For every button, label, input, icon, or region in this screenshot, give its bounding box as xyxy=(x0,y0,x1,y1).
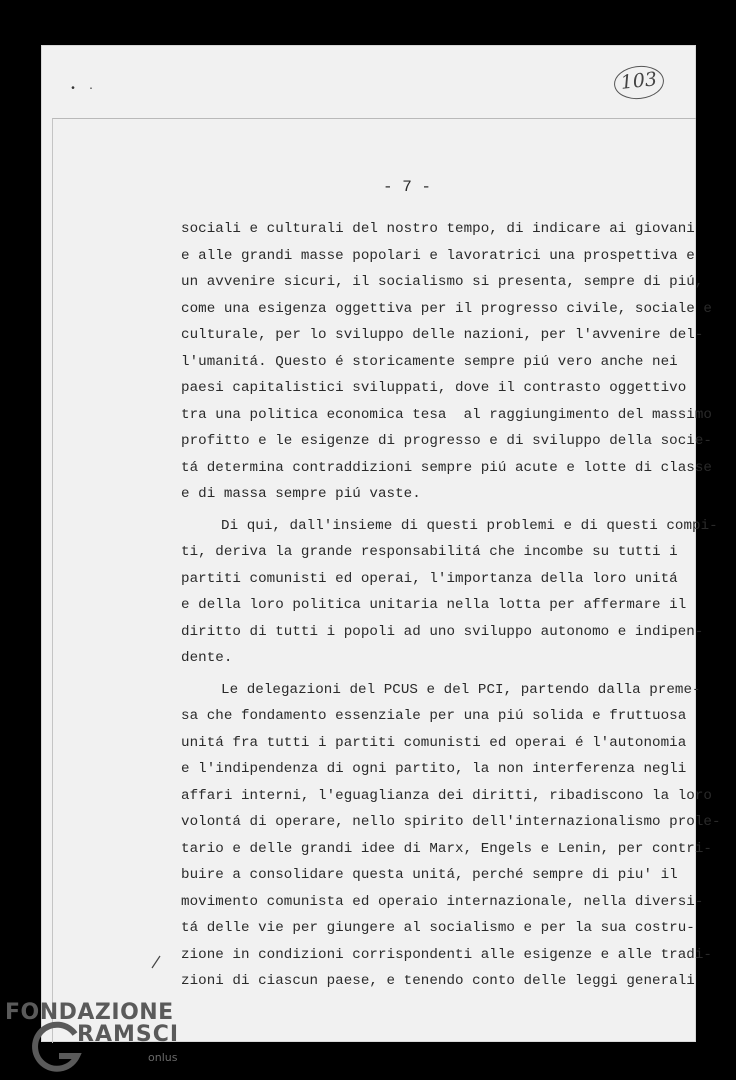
text-line: tra una politica economica tesa al raggiungimento del massimo xyxy=(181,406,712,423)
text-line: e della loro politica unitaria nella lotta per affermare il xyxy=(181,597,687,613)
archive-number: 103 xyxy=(619,68,659,94)
text-line: Di qui, dall'insieme di questi problemi e di questi compi- xyxy=(221,517,718,534)
watermark-line-2: RAMSCI xyxy=(77,1022,180,1047)
text-line: paesi capitalistici sviluppati, dove il contrasto oggettivo xyxy=(181,380,687,396)
text-line: l'umanitá. Questo é storicamente sempre piú vero anche nei xyxy=(181,353,678,370)
page-number: - 7 - xyxy=(383,178,432,196)
text-line: tá delle vie per giungere al socialismo e per la sua costru- xyxy=(181,920,695,936)
text-line: dente. xyxy=(181,650,233,666)
text-line: movimento comunista ed operaio internazionale, nella diversi- xyxy=(181,893,704,910)
text-line: buire a consolidare questa unitá, perché sempre di piu' il xyxy=(181,867,678,883)
text-line: Le delegazioni del PCUS e del PCI, partendo dalla preme- xyxy=(221,681,701,698)
text-line: profitto e le esigenze di progresso e di sviluppo della socie- xyxy=(181,433,712,449)
text-line: affari interni, l'eguaglianza dei diritti, ribadiscono la loro xyxy=(181,787,712,804)
watermark-line-1: FONDAZIONE xyxy=(5,1000,174,1025)
text-line: sa che fondamento essenziale per una piú solida e fruttuosa xyxy=(181,708,687,724)
paragraph-3 xyxy=(181,677,721,995)
text-line: sociali e culturali del nostro tempo, di indicare ai giovani xyxy=(181,221,695,237)
text-line: zione in condizioni corrispondenti alle esigenze e alle tradi- xyxy=(181,946,712,963)
text-line: e di massa sempre piú vaste. xyxy=(181,486,421,502)
text-line: e alle grandi masse popolari e lavoratrici una prospettiva e xyxy=(181,247,695,264)
margin-pencil-mark xyxy=(150,955,162,969)
text-line: ti, deriva la grande responsabilitá che incombe su tutti i xyxy=(181,544,678,560)
watermark-line-3: onlus xyxy=(148,1051,178,1064)
paragraph-1 xyxy=(181,216,712,508)
text-line: come una esigenza oggettiva per il progresso civile, sociale e xyxy=(181,300,712,317)
text-line: partiti comunisti ed operai, l'importanza della loro unitá xyxy=(181,570,678,587)
text-line: un avvenire sicuri, il socialismo si presenta, sempre di piú, xyxy=(181,274,704,290)
paper-specks: • · xyxy=(70,84,95,95)
text-line: zioni di ciascun paese, e tenendo conto delle leggi generali xyxy=(181,973,695,989)
text-line: tario e delle grandi idee di Marx, Engels e Lenin, per contri- xyxy=(181,840,712,857)
text-line: volontá di operare, nello spirito dell'internazionalismo prole- xyxy=(181,814,721,830)
text-line: culturale, per lo sviluppo delle nazioni, per l'avvenire del- xyxy=(181,327,704,343)
text-line: e l'indipendenza di ogni partito, la non interferenza negli xyxy=(181,761,687,777)
text-line: diritto di tutti i popoli ad uno sviluppo autonomo e indipen- xyxy=(181,623,704,640)
paragraph-2 xyxy=(181,513,718,672)
watermark-logo xyxy=(5,1000,205,1076)
text-line: tá determina contraddizioni sempre piú acute e lotte di classe xyxy=(181,459,712,476)
typed-text-body xyxy=(181,216,721,995)
text-line: unitá fra tutti i partiti comunisti ed operai é l'autonomia xyxy=(181,734,687,751)
